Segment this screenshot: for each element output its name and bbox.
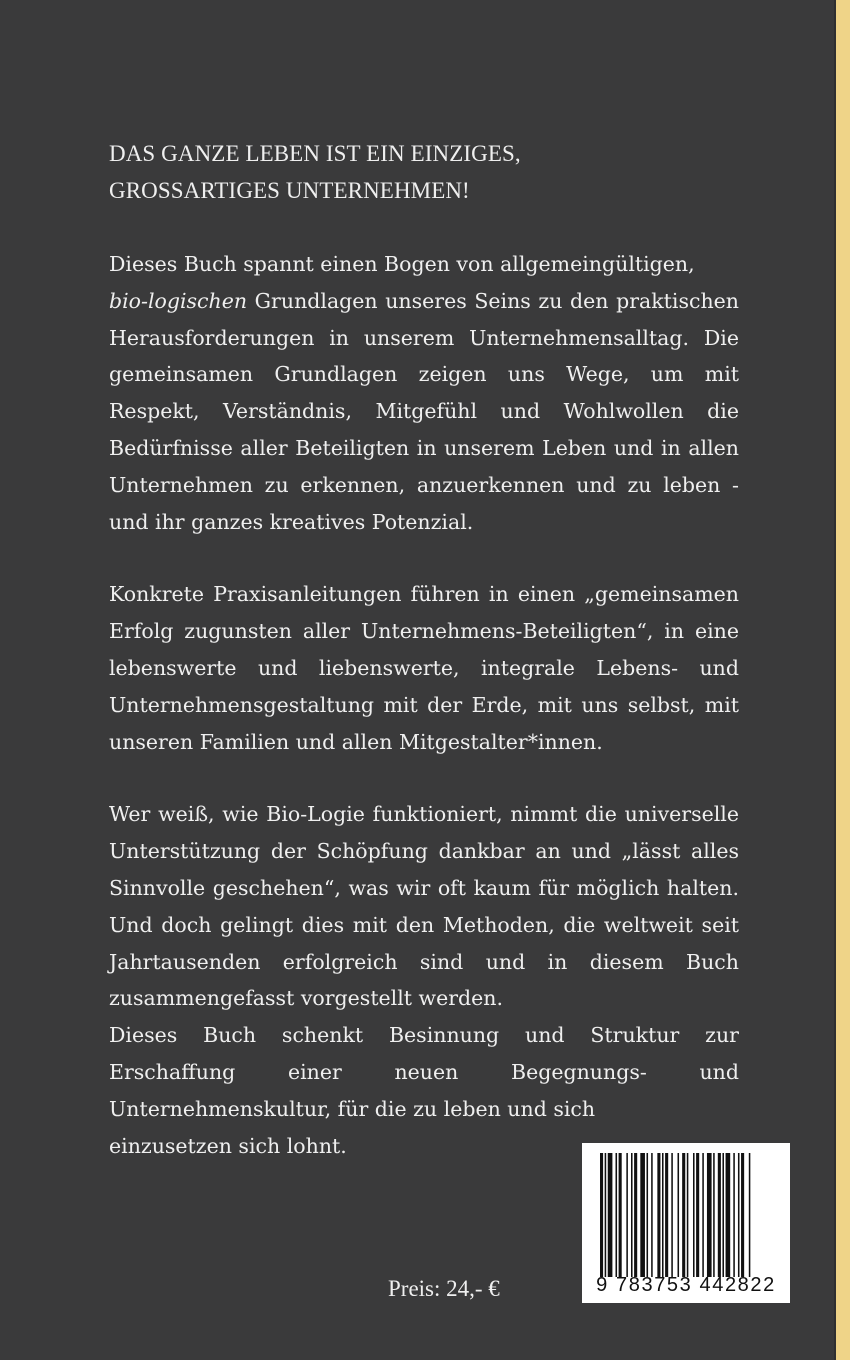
barcode-bar — [626, 1153, 628, 1277]
barcode-bar — [693, 1153, 695, 1277]
headline-line-1: DAS GANZE LEBEN IST EIN EINZIGES, — [109, 141, 521, 166]
barcode-bar — [619, 1153, 622, 1277]
barcode-bar — [702, 1153, 704, 1277]
barcode-bars — [600, 1153, 778, 1277]
barcode-bar — [665, 1153, 668, 1277]
barcode-bar — [749, 1153, 751, 1277]
isbn-digits: 9 783753 442822 — [596, 1274, 776, 1296]
barcode-bar — [733, 1153, 735, 1277]
barcode-bar — [616, 1153, 618, 1277]
barcode-bar — [634, 1153, 637, 1277]
barcode-bar — [631, 1153, 633, 1277]
barcode-bar — [722, 1153, 724, 1277]
barcode-bar — [682, 1153, 685, 1277]
barcode-bar — [608, 1153, 613, 1277]
barcode-bar — [687, 1153, 689, 1277]
barcode-bar — [713, 1153, 715, 1277]
paragraph-2: Konkrete Praxisanleitungen führen in einen „gemeinsamen Erfolg zugunsten aller Unternehmens-Beteiligten“, in eine lebenswerte und liebenswerte, integrale Lebens- und Unternehmensgestaltung mit der Erde, mit uns selbst, mit unseren Familien und allen Mitgestalter*innen. — [109, 582, 739, 754]
barcode-bar — [662, 1153, 664, 1277]
barcode-bar — [647, 1153, 649, 1277]
barcode-bar — [696, 1153, 699, 1277]
spine-strip — [836, 0, 850, 1360]
isbn-barcode — [582, 1143, 790, 1303]
paragraph-1-emphasis: bio-logischen — [109, 288, 248, 313]
barcode-bar — [718, 1153, 721, 1277]
barcode-bar — [671, 1153, 673, 1277]
paragraph-1-rest: Grundlagen unseres Seins zu den praktischen Herausforderungen in unserem Unternehmensalltag. Die gemeinsamen Grundlagen zeigen uns Wege, um mit Respekt, Verständnis, Mitgefühl und Wohlwollen die Bedürfnisse aller Beteiligten in unserem Leben und in allen Unternehmen zu erkennen, anzuerkennen und zu leben - und ihr ganzes kreatives Potenzial. — [109, 288, 739, 534]
barcode-bar — [605, 1153, 607, 1277]
barcode-bar — [640, 1153, 645, 1277]
barcode-bar — [657, 1153, 660, 1277]
barcode-bar — [707, 1153, 712, 1277]
paragraph-1-start: Dieses Buch spannt einen Bogen von allgemeingültigen, — [109, 252, 695, 276]
back-cover-text — [109, 135, 739, 1164]
price-label: Preis: 24,- € — [388, 1276, 500, 1301]
headline — [109, 135, 739, 209]
paragraph-3: Wer weiß, wie Bio-Logie funktioniert, nimmt die universelle Unterstützung der Schöpfung dankbar an und „lässt alles Sinnvolle geschehen“, was wir oft kaum für möglich halten. Und doch gelingt dies mit den Methoden, die weltweit seit Jahrtausenden erfolgreich sind und in diesem Buch zusammengefasst vorgestellt werden. — [109, 802, 739, 1011]
barcode-bar — [651, 1153, 653, 1277]
paragraph-4-body: Dieses Buch schenkt Besinnung und Struktur zur Erschaffung einer neuen Begegnungs- und Unternehmenskultur, für die zu leben und sich — [109, 1023, 739, 1121]
barcode-bar — [678, 1153, 680, 1277]
barcode-bar — [726, 1153, 731, 1277]
barcode-bar — [600, 1153, 603, 1277]
barcode-bar — [741, 1153, 744, 1277]
barcode-bar — [738, 1153, 740, 1277]
headline-line-2: GROSSARTIGES UNTERNEHMEN! — [109, 178, 470, 203]
paragraph-4-end: einzusetzen sich lohnt. — [109, 1133, 347, 1158]
paragraph-1 — [109, 246, 739, 540]
